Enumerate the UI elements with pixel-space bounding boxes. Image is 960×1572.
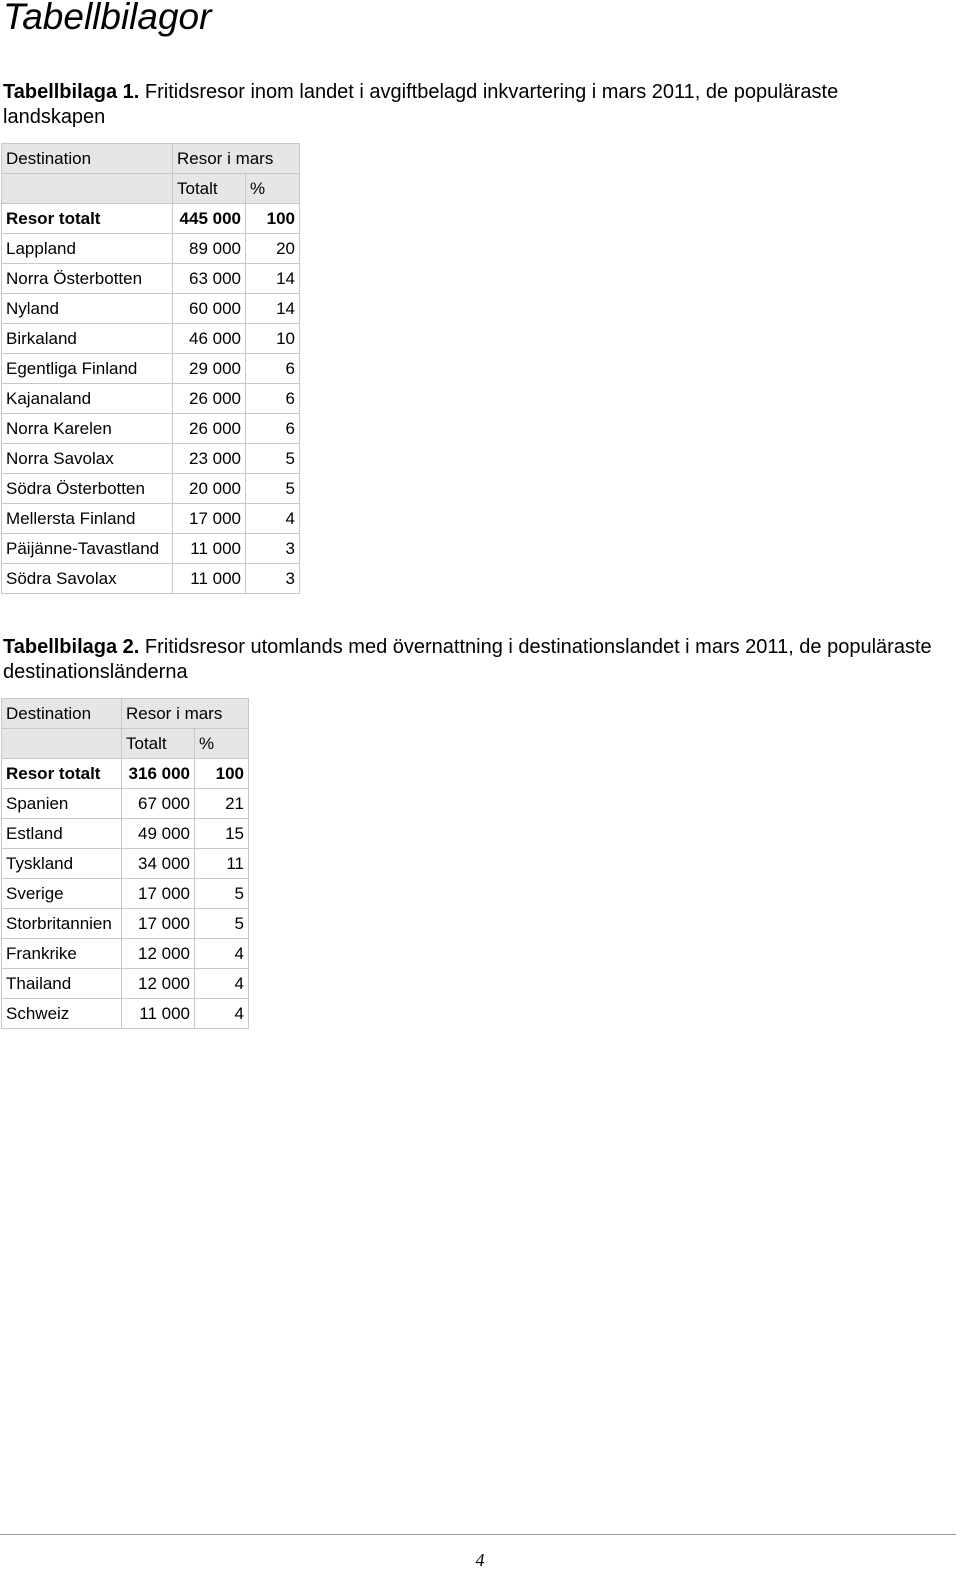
table2-total-cell: 17 000 <box>122 879 195 909</box>
table1-total-cell: 26 000 <box>173 384 246 414</box>
table1-total-cell: 11 000 <box>173 564 246 594</box>
table1-percent-cell: 6 <box>246 354 300 384</box>
table2-header-group: Resor i mars <box>122 699 249 729</box>
table2-total-cell: 11 000 <box>122 999 195 1029</box>
table1-destination-cell: Norra Karelen <box>2 414 173 444</box>
table1-percent-cell: 6 <box>246 414 300 444</box>
table1-row <box>2 444 300 474</box>
table1-destination-cell: Lappland <box>2 234 173 264</box>
table1-total-cell: 17 000 <box>173 504 246 534</box>
table2-total-cell: 316 000 <box>122 759 195 789</box>
table1-row <box>2 504 300 534</box>
table2-caption <box>3 635 943 685</box>
table2-percent-cell: 11 <box>195 849 249 879</box>
table2-caption-label: Tabellbilaga 2. <box>3 636 140 658</box>
table2-destination-cell: Estland <box>2 819 122 849</box>
table1-destination-cell: Södra Österbotten <box>2 474 173 504</box>
table1-row <box>2 534 300 564</box>
table1-destination-cell: Birkaland <box>2 324 173 354</box>
table2-total-cell: 17 000 <box>122 909 195 939</box>
table1-percent-cell: 6 <box>246 384 300 414</box>
table2-subheader-blank <box>2 729 122 759</box>
table1-percent-cell: 20 <box>246 234 300 264</box>
table2-row <box>2 909 249 939</box>
table2-row <box>2 849 249 879</box>
table1-caption <box>3 80 943 130</box>
table1-percent-cell: 100 <box>246 204 300 234</box>
table1-total-cell: 26 000 <box>173 414 246 444</box>
table2-row <box>2 939 249 969</box>
table1-header-group: Resor i mars <box>173 144 300 174</box>
table1-row <box>2 324 300 354</box>
table2-destination-cell: Sverige <box>2 879 122 909</box>
table1-percent-cell: 14 <box>246 294 300 324</box>
table1-row <box>2 354 300 384</box>
table1-destination-cell: Norra Savolax <box>2 444 173 474</box>
table1-row <box>2 414 300 444</box>
table1-total-cell: 46 000 <box>173 324 246 354</box>
table2-caption-text: Fritidsresor utomlands med övernattning i destinationslandet i mars 2011, de populäraste destinationsländerna <box>3 636 932 683</box>
table2-row <box>2 969 249 999</box>
table1-percent-cell: 10 <box>246 324 300 354</box>
table1-percent-cell: 5 <box>246 444 300 474</box>
table1-row <box>2 384 300 414</box>
table1-destination-cell: Nyland <box>2 294 173 324</box>
page-number: 4 <box>475 1550 485 1570</box>
table1-destination-cell: Mellersta Finland <box>2 504 173 534</box>
table2-percent-cell: 4 <box>195 999 249 1029</box>
table2-body <box>2 699 249 1029</box>
page-heading: Tabellbilagor <box>3 0 212 37</box>
table2-total-cell: 67 000 <box>122 789 195 819</box>
table1-caption-label: Tabellbilaga 1. <box>3 81 140 103</box>
table2-header-row <box>2 699 249 729</box>
table1-subheader-blank <box>2 174 173 204</box>
table1-row <box>2 204 300 234</box>
table1-row <box>2 564 300 594</box>
table1-row <box>2 264 300 294</box>
table2-total-cell: 12 000 <box>122 969 195 999</box>
table1-destination-cell: Norra Österbotten <box>2 264 173 294</box>
footer-divider <box>0 1534 956 1535</box>
table2-percent-cell: 4 <box>195 939 249 969</box>
table1-row <box>2 474 300 504</box>
table1-total-cell: 11 000 <box>173 534 246 564</box>
table1-total-cell: 445 000 <box>173 204 246 234</box>
table1-destination-cell: Södra Savolax <box>2 564 173 594</box>
table2-destination-cell: Resor totalt <box>2 759 122 789</box>
table2-subheader-row <box>2 729 249 759</box>
table1-row <box>2 294 300 324</box>
table2-destination-cell: Thailand <box>2 969 122 999</box>
table2-destination-cell: Storbritannien <box>2 909 122 939</box>
table1-percent-cell: 3 <box>246 564 300 594</box>
table1-percent-cell: 14 <box>246 264 300 294</box>
table2-header-percent: % <box>195 729 249 759</box>
table2-header-destination: Destination <box>2 699 122 729</box>
table2-percent-cell: 100 <box>195 759 249 789</box>
table2-percent-cell: 5 <box>195 909 249 939</box>
table1-destination-cell: Resor totalt <box>2 204 173 234</box>
table1-destination-cell: Egentliga Finland <box>2 354 173 384</box>
table2-row <box>2 759 249 789</box>
table1-header-percent: % <box>246 174 300 204</box>
table2-row <box>2 999 249 1029</box>
table1-header-row <box>2 144 300 174</box>
table1-total-cell: 23 000 <box>173 444 246 474</box>
table2-destination-cell: Frankrike <box>2 939 122 969</box>
table1-subheader-row <box>2 174 300 204</box>
table2-row <box>2 819 249 849</box>
table1-row <box>2 234 300 264</box>
table2-header-total: Totalt <box>122 729 195 759</box>
table1-destination-cell: Kajanaland <box>2 384 173 414</box>
table1-destination-cell: Päijänne-Tavastland <box>2 534 173 564</box>
table2 <box>1 698 249 1029</box>
table2-destination-cell: Schweiz <box>2 999 122 1029</box>
table1-total-cell: 60 000 <box>173 294 246 324</box>
table1-caption-text: Fritidsresor inom landet i avgiftbelagd inkvartering i mars 2011, de populäraste landskapen <box>3 81 839 128</box>
table2-percent-cell: 15 <box>195 819 249 849</box>
table2-total-cell: 49 000 <box>122 819 195 849</box>
table1-percent-cell: 4 <box>246 504 300 534</box>
table1-total-cell: 29 000 <box>173 354 246 384</box>
table2-destination-cell: Tyskland <box>2 849 122 879</box>
table2-row <box>2 789 249 819</box>
table1 <box>1 143 300 594</box>
table1-total-cell: 20 000 <box>173 474 246 504</box>
table1-percent-cell: 3 <box>246 534 300 564</box>
table2-percent-cell: 21 <box>195 789 249 819</box>
table1-header-destination: Destination <box>2 144 173 174</box>
table1-body <box>2 144 300 594</box>
table2-percent-cell: 4 <box>195 969 249 999</box>
table2-row <box>2 879 249 909</box>
table1-percent-cell: 5 <box>246 474 300 504</box>
table1-total-cell: 63 000 <box>173 264 246 294</box>
table2-destination-cell: Spanien <box>2 789 122 819</box>
table2-total-cell: 12 000 <box>122 939 195 969</box>
table2-total-cell: 34 000 <box>122 849 195 879</box>
table1-header-total: Totalt <box>173 174 246 204</box>
table2-percent-cell: 5 <box>195 879 249 909</box>
table1-total-cell: 89 000 <box>173 234 246 264</box>
